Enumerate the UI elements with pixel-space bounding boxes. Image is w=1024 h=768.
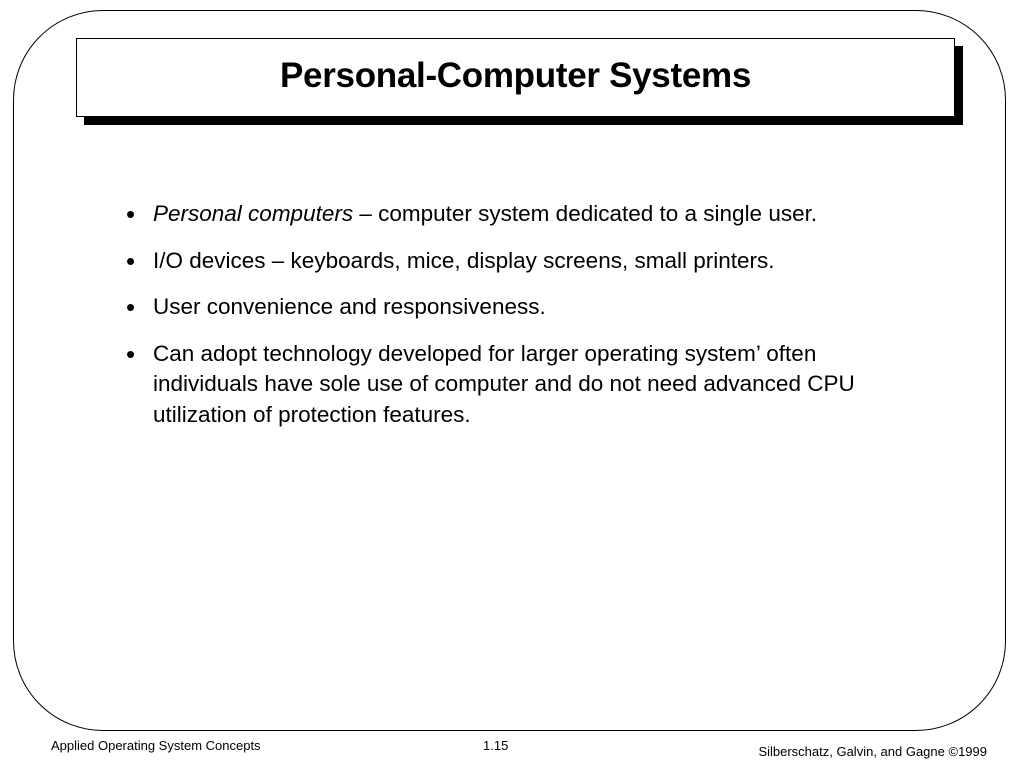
bullet-list bbox=[126, 199, 886, 446]
bullet-text: Can adopt technology developed for larger operating system’ often individuals have sole use of computer and do not need advanced CPU utilization of protection features. bbox=[153, 340, 855, 427]
bullet-icon: • bbox=[126, 292, 136, 322]
bullet-item bbox=[126, 339, 886, 431]
title-box bbox=[76, 38, 955, 117]
slide-title: Personal-Computer Systems bbox=[280, 55, 751, 95]
bullet-icon: • bbox=[126, 199, 136, 229]
footer-slide-number: 1.15 bbox=[483, 738, 509, 753]
bullet-text: – computer system dedicated to a single user. bbox=[353, 201, 818, 226]
bullet-icon: • bbox=[126, 245, 136, 276]
footer-course-title: Applied Operating System Concepts bbox=[51, 738, 261, 753]
bullet-item bbox=[126, 246, 886, 277]
bullet-text: User convenience and responsiveness. bbox=[153, 294, 546, 319]
bullet-item bbox=[126, 199, 886, 230]
bullet-text: I/O devices – keyboards, mice, display screens, small printers. bbox=[153, 247, 775, 273]
bullet-term: Personal computers bbox=[153, 201, 354, 226]
bullet-item bbox=[126, 292, 886, 323]
bullet-icon: • bbox=[126, 338, 136, 369]
footer-copyright: Silberschatz, Galvin, and Gagne ©1999 bbox=[758, 744, 987, 759]
